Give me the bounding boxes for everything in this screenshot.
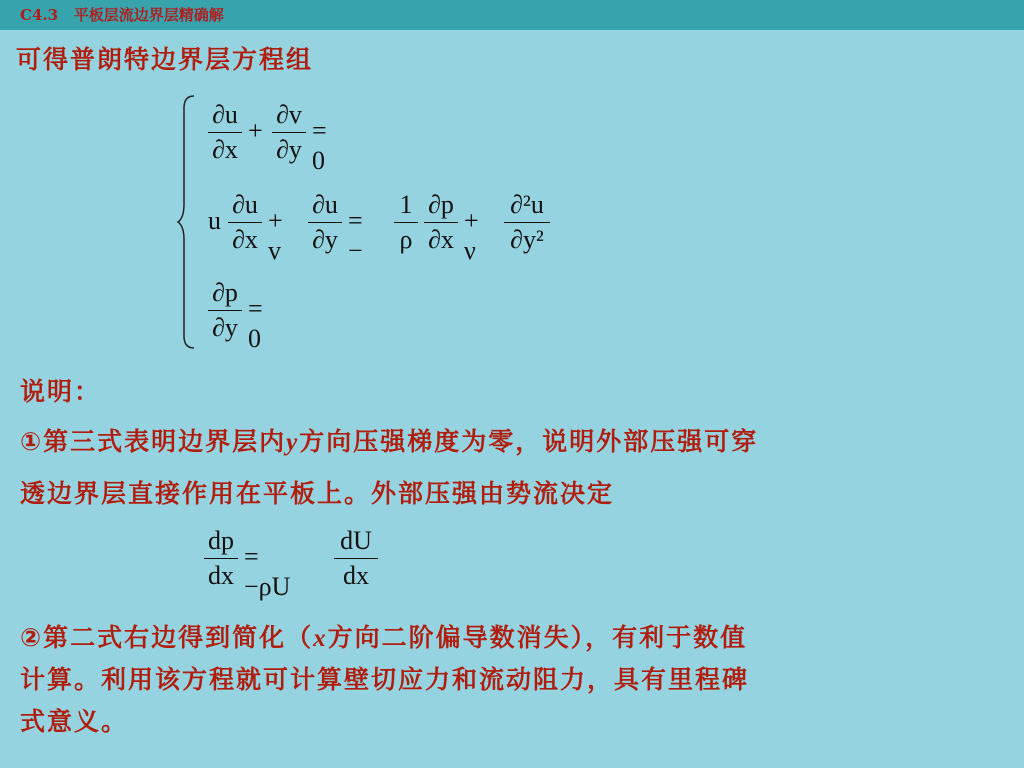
- plus-operator: +: [248, 116, 263, 145]
- numerator: 1: [399, 190, 413, 219]
- fraction-bar: [424, 222, 458, 223]
- numerator: dp: [208, 526, 234, 555]
- fraction-bar: [208, 132, 242, 133]
- fraction-bar: [334, 558, 378, 559]
- fraction-du-dx: [208, 100, 242, 165]
- fraction-dv-dy: [272, 100, 306, 165]
- velocity-u: u: [208, 206, 221, 235]
- point-two-text-a: ②第二式右边得到简化（: [20, 623, 314, 652]
- fraction-bar: [272, 132, 306, 133]
- equals-zero: = 0: [312, 116, 327, 175]
- denominator: ∂y: [212, 313, 238, 342]
- point-two-text-b: 方向二阶偏导数消失），有利于数值: [327, 623, 748, 652]
- denominator: ∂y: [312, 225, 338, 254]
- point-one-text-b: 方向压强梯度为零，说明外部压强可穿: [299, 427, 759, 456]
- fraction-dU-dx: [334, 526, 378, 591]
- denominator: dx: [343, 561, 369, 590]
- fraction-one-over-rho: [394, 190, 418, 255]
- numerator: ∂v: [276, 100, 302, 129]
- numerator: dU: [340, 526, 372, 555]
- fraction-bar: [308, 222, 342, 223]
- slide-header-title: C4.3 平板层流边界层精确解: [20, 6, 224, 24]
- denominator: ∂x: [428, 225, 454, 254]
- plus-v: + v: [268, 206, 283, 265]
- point-two-line-2: 计算。利用该方程就可计算壁切应力和流动阻力，具有里程碑: [20, 665, 750, 694]
- point-one-line-2: 透边界层直接作用在平板上。外部压强由势流决定: [20, 479, 615, 508]
- denominator: ∂x: [232, 225, 258, 254]
- fraction-dp-dx: [424, 190, 458, 255]
- numerator: ∂p: [428, 190, 454, 219]
- fraction-bar: [228, 222, 262, 223]
- numerator: ∂²u: [510, 190, 544, 219]
- fraction-bar: [394, 222, 418, 223]
- equation-system-brace: [176, 94, 196, 350]
- fraction-du-dy: [308, 190, 342, 255]
- variable-x: x: [313, 625, 328, 652]
- numerator: ∂p: [212, 278, 238, 307]
- equals-zero: = 0: [248, 294, 263, 353]
- fraction-bar: [204, 558, 238, 559]
- point-two-line-1: [20, 618, 747, 654]
- point-one-text-a: ①第三式表明边界层内: [20, 427, 287, 456]
- equals-minus-rho-u: = −ρU: [244, 542, 291, 601]
- denominator: ∂y²: [510, 225, 544, 254]
- denominator: dx: [208, 561, 234, 590]
- point-two-line-3: 式意义。: [20, 707, 129, 736]
- slide-header-bar: [0, 0, 1024, 30]
- equals-minus: = −: [348, 206, 363, 265]
- section-heading: 可得普朗特边界层方程组: [16, 45, 314, 74]
- fraction-d2u-dy2: [504, 190, 550, 255]
- fraction-dp-dy: [208, 278, 242, 343]
- fraction-bar: [504, 222, 550, 223]
- explanation-label: 说明：: [20, 377, 102, 406]
- denominator: ∂x: [212, 135, 238, 164]
- denominator: ρ: [399, 225, 413, 254]
- fraction-dp-dx: [204, 526, 238, 591]
- numerator: ∂u: [232, 190, 258, 219]
- numerator: ∂u: [312, 190, 338, 219]
- variable-y: y: [286, 429, 300, 456]
- plus-nu: + ν: [464, 206, 479, 265]
- point-one-line-1: [20, 422, 758, 458]
- fraction-bar: [208, 310, 242, 311]
- numerator: ∂u: [212, 100, 238, 129]
- fraction-du-dx: [228, 190, 262, 255]
- denominator: ∂y: [276, 135, 302, 164]
